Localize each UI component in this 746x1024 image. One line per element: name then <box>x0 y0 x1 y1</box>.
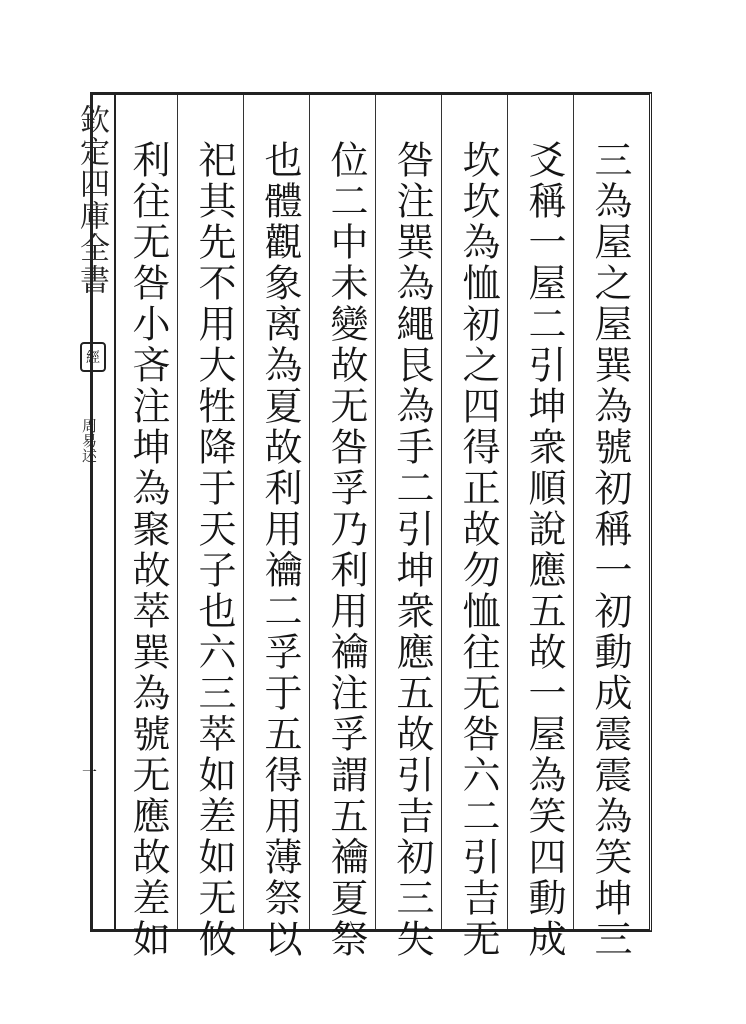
column-rule <box>507 95 508 929</box>
text-column-8: 利往无咎小吝注坤為聚故萃巽為號无應故差如 <box>126 140 170 960</box>
page-number: 一 <box>80 764 98 779</box>
column-rule <box>177 95 178 929</box>
text-column-7: 祀其先不用大牲降于天子也六三萃如差如无攸 <box>192 140 236 960</box>
text-column-5: 位二中未變故无咎孚乃利用禴注孚謂五禴夏祭 <box>324 140 368 960</box>
margin-title: 欽定四庫全書 <box>74 104 109 296</box>
column-rule <box>441 95 442 929</box>
column-rule <box>309 95 310 929</box>
column-rule <box>243 95 244 929</box>
column-rule <box>375 95 376 929</box>
text-column-1: 三為屋之屋巽為號初稱一初動成震震為笑坤三 <box>588 140 632 960</box>
text-column-3: 坎坎為恤初之四得正故勿恤往无咎六二引吉无 <box>456 140 500 960</box>
book-title: 周易述 <box>80 418 98 463</box>
column-rule <box>573 95 574 929</box>
text-column-6: 也體觀象离為夏故利用禴二孚于五得用薄祭以 <box>258 140 302 960</box>
section-mark: 經 <box>80 342 106 372</box>
text-column-2: 爻稱一屋二引坤衆順說應五故一屋為笑四動成 <box>522 140 566 960</box>
text-column-4: 咎注巽為繩艮為手二引坤衆應五故引吉初三失 <box>390 140 434 960</box>
